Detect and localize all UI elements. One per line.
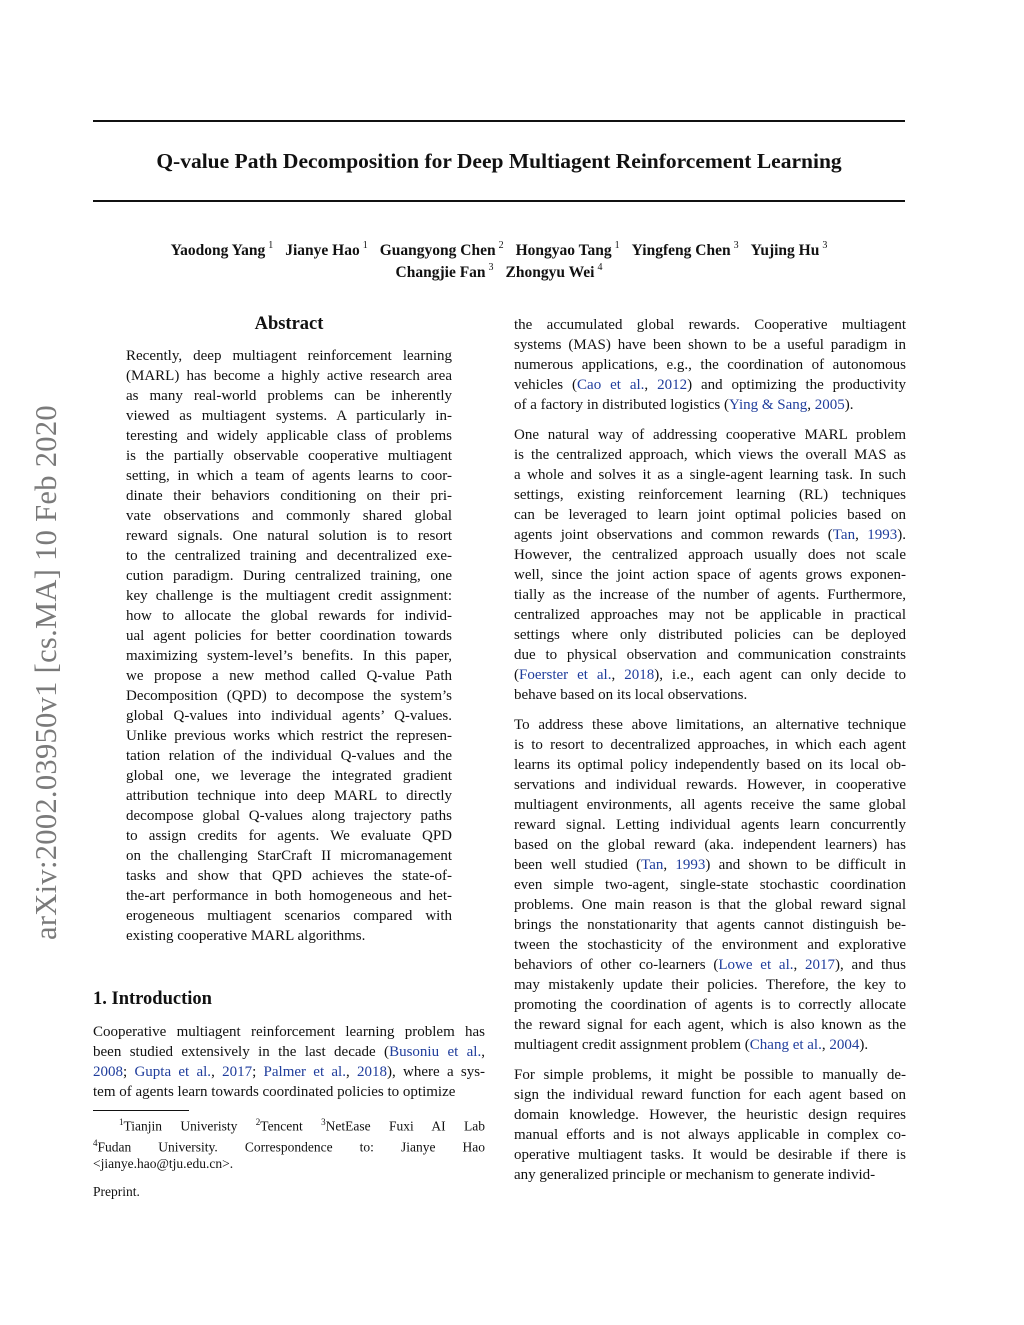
text-line [514, 525, 906, 545]
text-line [514, 1015, 906, 1035]
author-line2-0 [396, 258, 494, 284]
text-segment: ; [123, 1064, 135, 1080]
text-line [514, 315, 906, 335]
text-line [93, 1042, 485, 1062]
text-segment: , [211, 1064, 223, 1080]
abstract-line: vate observations and commonly shared global [126, 508, 452, 524]
text-segment: is to resort to decentralized approaches, in which each agent [514, 737, 906, 753]
affiliation-3: NetEase Fuxi AI Lab [325, 1118, 486, 1134]
text-line [514, 1145, 906, 1165]
text-segment: ). [897, 527, 906, 543]
text-line [514, 895, 906, 915]
title-rule-bottom [93, 200, 905, 202]
text-line [514, 915, 906, 935]
text-segment: ). [859, 1037, 869, 1053]
preprint-note: Preprint. [93, 1184, 140, 1199]
author-affiliation-mark: 1 [362, 240, 368, 251]
abstract-line: setting, in which a team of agents learns to coor- [126, 468, 452, 484]
citation-link[interactable]: 1993 [867, 527, 898, 543]
abstract-line: (MARL) has become a highly active research area [126, 368, 452, 384]
text-segment: agents joint observations and common rewards ( [514, 527, 833, 543]
text-line [514, 815, 906, 835]
text-segment: problems. One main reason is that the global reward signal [514, 897, 906, 913]
text-line [514, 565, 906, 585]
abstract-line: ual agent policies for better coordination towards [126, 628, 452, 644]
text-line [514, 995, 906, 1015]
text-segment: , [644, 377, 658, 393]
section-heading-introduction: 1. Introduction [93, 989, 212, 1009]
title-rule-top [93, 120, 905, 122]
text-segment: settings, existing reinforcement learning (RL) techniques [514, 487, 906, 503]
author-name: Yujing Hu [750, 242, 820, 260]
citation-link[interactable]: Ying & Sang [728, 397, 808, 413]
abstract-line: Recently, deep multiagent reinforcement learning [126, 348, 452, 364]
citation-link[interactable]: Chang et al. [749, 1037, 822, 1053]
text-line [514, 485, 906, 505]
text-line [514, 1065, 906, 1085]
citation-link[interactable]: 2017 [805, 957, 836, 973]
text-line [514, 375, 906, 395]
author-name: Changjie Fan [395, 264, 486, 282]
correspondence-note: Correspondence to: Jianye Hao [244, 1139, 486, 1154]
author-affiliation-mark: 3 [488, 262, 494, 273]
citation-link[interactable]: Foerster et al. [519, 667, 612, 683]
text-segment: can be leveraged to learn joint optimal policies based on [514, 507, 906, 523]
abstract-line: to the centralized training and decentralized exe- [126, 548, 452, 564]
text-segment: To address these above limitations, an alternative technique [514, 717, 906, 733]
text-line [514, 505, 906, 525]
abstract-line: tasks and show that QPD achieves the state-of- [126, 868, 452, 884]
abstract-line: Unlike previous works which restrict the represen- [126, 728, 452, 744]
text-segment: learns its optimal policy independently based on its local ob- [514, 757, 906, 773]
text-segment: promoting the coordination of agents is to correctly allocate [514, 997, 906, 1013]
text-segment: ). [844, 397, 854, 413]
author-name: Hongyao Tang [515, 242, 612, 260]
text-line [514, 425, 906, 445]
right-column-paragraph-4 [514, 1065, 906, 1185]
abstract-line: viewed as multiagent systems. A particularly in- [126, 408, 452, 424]
text-line [514, 685, 906, 705]
abstract-line: to assign credits for agents. We evaluate QPD [126, 828, 452, 844]
citation-link[interactable]: 1993 [675, 857, 706, 873]
text-segment: multiagent environments, all agents receive the same global [514, 797, 906, 813]
text-segment: , [855, 527, 868, 543]
citation-link[interactable]: Tan [641, 857, 664, 873]
citation-link[interactable]: 2018 [357, 1064, 388, 1080]
text-segment: operative multiagent tasks. It would be desirable if there is [514, 1147, 906, 1163]
citation-link[interactable]: Lowe et al. [718, 957, 794, 973]
text-segment: behaviors of other co-learners ( [514, 957, 719, 973]
citation-link[interactable]: Busoniu et al. [389, 1044, 482, 1060]
author-line2-1 [506, 258, 603, 284]
abstract-line: reward signals. One natural solution is to resort [126, 528, 452, 544]
right-column-paragraph-1 [514, 315, 906, 415]
text-line [514, 935, 906, 955]
text-line [514, 355, 906, 375]
abstract-line: erogeneous multiagent scenarios compared with [126, 908, 452, 924]
abstract-line: cution paradigm. During centralized training, one [126, 568, 452, 584]
abstract-line: global one, we leverage the integrated gradient [126, 768, 452, 784]
text-segment: due to physical observation and communication constraints [514, 647, 906, 663]
text-segment: any generalized principle or mechanism to generate individ- [514, 1167, 876, 1183]
text-segment: numerous applications, e.g., the coordination of autonomous [514, 357, 906, 373]
text-segment: systems (MAS) have been shown to be a useful paradigm in [514, 337, 906, 353]
citation-link[interactable]: Cao et al. [577, 377, 645, 393]
citation-link[interactable]: 2018 [624, 667, 655, 683]
text-segment: However, the centralized approach usually does not scale [514, 547, 906, 563]
text-segment: ) and optimizing the productivity [687, 377, 906, 393]
text-segment: based on the global reward (aka. independent learners) has [514, 837, 906, 853]
text-segment: is the centralized approach, which views the overall MAS as [514, 447, 906, 463]
text-segment: centralized approaches may not be applicable in practical [514, 607, 906, 623]
affiliation-1: Tianjin Univeristy [123, 1118, 238, 1134]
text-segment: , [611, 667, 625, 683]
text-segment: of a factory in distributed logistics ( [514, 397, 729, 413]
author-name: Zhongyu Wei [505, 264, 595, 282]
author-affiliation-mark: 1 [268, 240, 274, 251]
text-segment: tween the stochasticity of the environment and explorative [514, 937, 906, 953]
paper-title: Q-value Path Decomposition for Deep Multiagent Reinforcement Learning [156, 149, 842, 173]
text-segment: vehicles ( [514, 377, 578, 393]
text-segment: ; [252, 1064, 264, 1080]
author-name: Yingfeng Chen [631, 242, 731, 260]
text-line [514, 585, 906, 605]
text-segment: ), and thus [835, 957, 906, 973]
author-name: Yaodong Yang [170, 242, 266, 260]
citation-link[interactable]: Palmer et al. [263, 1064, 346, 1080]
text-segment: ), i.e., each agent can only decide to [654, 667, 906, 683]
text-segment: settings where only distributed policies can be deployed [514, 627, 906, 643]
affiliation-mark-2: 2 [255, 1117, 261, 1127]
text-line [514, 715, 906, 735]
text-segment: the accumulated global rewards. Cooperative multiagent [514, 317, 906, 333]
text-line [93, 1082, 485, 1102]
text-segment: , [345, 1064, 358, 1080]
text-line [514, 445, 906, 465]
abstract-line: the-art performance in both homogeneous and het- [126, 888, 452, 904]
citation-link[interactable]: 2005 [814, 397, 845, 413]
abstract-line: attribution technique into deep MARL to directly [126, 788, 452, 804]
text-line [514, 665, 906, 685]
text-line [514, 545, 906, 565]
citation-link[interactable]: Tan [832, 527, 856, 543]
intro-paragraph-1 [93, 1022, 485, 1102]
text-segment: brings the nonstationarity that agents cannot distinguish be- [514, 917, 906, 933]
text-line [514, 335, 906, 355]
text-segment: may mistakenly update their policies. Therefore, the key to [514, 977, 906, 993]
abstract-line: teresting and widely applicable class of problems [126, 428, 452, 444]
text-line [514, 875, 906, 895]
abstract-line: on the challenging StarCraft II micromanagement [126, 848, 452, 864]
text-segment: ), where a sys- [387, 1064, 486, 1080]
text-segment: been well studied ( [514, 857, 642, 873]
citation-link[interactable]: 2008 [93, 1064, 123, 1080]
text-segment: servations and individual rewards. However, in cooperative [514, 777, 906, 793]
right-column-paragraph-2 [514, 425, 906, 705]
affiliation-2: Tencent [260, 1118, 303, 1134]
abstract-line: existing cooperative MARL algorithms. [126, 928, 366, 944]
text-segment: multiagent credit assignment problem ( [514, 1037, 750, 1053]
text-line [514, 1165, 906, 1185]
citation-link[interactable]: 2004 [829, 1037, 860, 1053]
text-line [514, 735, 906, 755]
text-segment: ( [514, 667, 519, 683]
author-affiliation-mark: 4 [597, 262, 603, 273]
text-segment: , [663, 857, 676, 873]
author-affiliation-mark: 2 [498, 240, 504, 251]
footnote-rule [93, 1110, 189, 1111]
text-segment: ) and shown to be difficult in [705, 857, 906, 873]
text-segment: tem of agents learn towards coordinated policies to optimize [93, 1084, 456, 1100]
text-segment: , [793, 957, 806, 973]
affiliation-mark-4: 4 [93, 1137, 98, 1148]
text-line [514, 625, 906, 645]
affiliation-4: Fudan University. [97, 1139, 218, 1154]
affiliation-mark-1: 1 [119, 1117, 124, 1127]
abstract-line: tation relation of the individual Q-values and the [126, 748, 452, 764]
text-segment: , [821, 1037, 830, 1053]
abstract-line: is the partially observable cooperative multiagent [126, 448, 452, 464]
correspondence-email[interactable]: <jianye.hao@tju.edu.cn>. [93, 1156, 234, 1171]
abstract-line: global Q-values into individual agents’ Q-values. [126, 708, 452, 724]
text-segment: been studied extensively in the last decade ( [93, 1044, 390, 1060]
text-segment: well, since the joint action space of agents grows exponen- [514, 567, 906, 583]
affiliation-mark-3: 3 [321, 1117, 326, 1127]
text-segment: For simple problems, it might be possible to manually de- [514, 1067, 906, 1083]
author-name: Guangyong Chen [379, 242, 496, 260]
text-line [514, 395, 906, 415]
text-line [514, 465, 906, 485]
abstract-line: maximizing system-level’s benefits. In this paper, [126, 648, 452, 664]
text-segment: manual efforts and is not always applicable in complex co- [514, 1127, 906, 1143]
abstract-line: dinate their behaviors conditioning on their pri- [126, 488, 452, 504]
text-line [514, 605, 906, 625]
text-segment: the reward signal for each agent, which is also known as the [514, 1017, 906, 1033]
abstract-line: decompose global Q-values along trajectory paths [126, 808, 452, 824]
citation-link[interactable]: 2017 [222, 1064, 253, 1080]
author-affiliation-mark: 3 [822, 240, 828, 251]
author-affiliation-mark: 1 [614, 240, 620, 251]
text-line [514, 795, 906, 815]
text-segment: reward signal. Letting individual agents learn concurrently [514, 817, 906, 833]
abstract-text [126, 346, 452, 946]
text-line [514, 1105, 906, 1125]
text-segment: even simple two-agent, single-state stochastic coordination [514, 877, 906, 893]
text-segment: Cooperative multiagent reinforcement learning problem has [93, 1024, 485, 1040]
text-line [514, 1035, 906, 1055]
author-name: Jianye Hao [285, 242, 360, 260]
text-line [514, 1085, 906, 1105]
right-column-paragraph-3 [514, 715, 906, 1055]
text-segment: domain knowledge. However, the heuristic design requires [514, 1107, 906, 1123]
text-line [514, 975, 906, 995]
text-segment: One natural way of addressing cooperative MARL problem [514, 427, 906, 443]
text-segment: behave based on its local observations. [514, 687, 748, 703]
citation-link[interactable]: 2012 [657, 377, 688, 393]
affiliation-footnote [93, 1114, 485, 1172]
text-line [93, 1022, 485, 1042]
abstract-line: how to allocate the global rewards for individ- [126, 608, 452, 624]
author-list-line-2 [93, 258, 905, 284]
text-segment: a whole and solves it as a single-agent learning task. In such [514, 467, 906, 483]
citation-link[interactable]: Gupta et al. [134, 1064, 212, 1080]
abstract-line: as many real-world problems can be inherently [126, 388, 452, 404]
text-segment: , [481, 1044, 485, 1060]
text-segment: , [807, 397, 815, 413]
arxiv-identifier-stamp[interactable]: arXiv:2002.03950v1 [cs.MA] 10 Feb 2020 [29, 405, 63, 940]
text-line [514, 755, 906, 775]
text-line [514, 775, 906, 795]
author-affiliation-mark: 3 [733, 240, 739, 251]
text-line [514, 835, 906, 855]
text-segment: tially as the increase of the number of agents. Furthermore, [514, 587, 906, 603]
abstract-heading: Abstract [254, 314, 324, 334]
text-line [514, 855, 906, 875]
text-segment: sign the individual reward function for each agent based on [514, 1087, 906, 1103]
abstract-line: we propose a new method called Q-value Path [126, 668, 452, 684]
text-line [514, 645, 906, 665]
abstract-line: Decomposition (QPD) to decompose the system’s [126, 688, 452, 704]
text-line [93, 1062, 485, 1082]
text-line [514, 1125, 906, 1145]
text-line [514, 955, 906, 975]
abstract-line: key challenge is the multiagent credit assignment: [126, 588, 452, 604]
